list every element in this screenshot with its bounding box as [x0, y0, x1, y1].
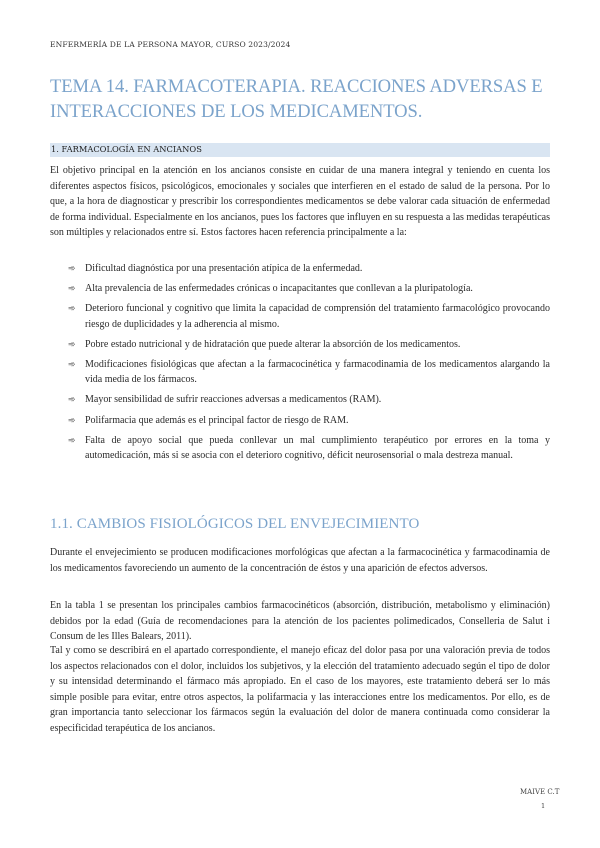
arrow-bullet-icon: ➾ — [68, 263, 76, 273]
arrow-bullet-icon: ➾ — [68, 303, 76, 314]
subsection-heading: 1.1. CAMBIOS FISIOLÓGICOS DEL ENVEJECIMIENTO — [50, 516, 420, 532]
section-heading: 1. FARMACOLOGÍA EN ANCIANOS — [51, 144, 202, 154]
arrow-bullet-icon: ➾ — [68, 358, 76, 369]
footer-author: MAIVE C.T — [520, 788, 560, 796]
factors-list — [50, 261, 550, 468]
document-title: TEMA 14. FARMACOTERAPIA. REACCIONES ADVERSAS E INTERACCIONES DE LOS MEDICAMENTOS. — [50, 76, 543, 122]
envejecimiento-paragraph-1: Durante el envejecimiento se producen modificaciones morfológicas que afectan a la farmacocinética y farmacodinamia de los medicamentos favoreciendo un aumento de la concentración de éstos y una aparición de efectos adversos. — [50, 547, 550, 574]
page-number: 1 — [541, 802, 546, 810]
intro-paragraph: El objetivo principal en la atención en los ancianos consiste en cuidar de una manera integral y teniendo en cuenta los diferentes aspectos físicos, psicológicos, emocionales y sociales que interfieren en el estado de salud de la persona. Por lo que, a la hora de diagnosticar y prescribir los correspondientes medicamentos se debe valorar cada situación de enfermedad de forma individual. Especialmente en los ancianos, pues los factores que influyen en su respuesta a las medidas terapéuticas son múltiples y relacionados entre sí. Estos factores hacen referencia principalmente a la: — [50, 165, 550, 238]
list-item: ➾ Mayor sensibilidad de sufrir reacciones adversas a medicamentos (RAM). — [50, 392, 550, 408]
arrow-bullet-icon: ➾ — [68, 338, 76, 349]
list-item: ➾ Dificultad diagnóstica por una presentación atípica de la enfermedad. — [50, 261, 550, 277]
arrow-bullet-icon: ➾ — [68, 283, 76, 294]
list-item: ➾ Alta prevalencia de las enfermedades crónicas o incapacitantes que conllevan a la pluripatología. — [50, 281, 550, 297]
arrow-bullet-icon: ➾ — [68, 434, 76, 445]
envejecimiento-paragraph-3: Tal y como se describirá en el apartado correspondiente, el manejo eficaz del dolor pasa por una valoración previa de todos los aspectos relacionados con el dolor, incluidos los subjetivos, y la elección del tratamiento adecuado según el tipo de dolor y su intensidad determinando el fármaco más apropiado. En el caso de los mayores, este tratamiento deberá ser lo más simple posible para evitar, entre otros aspectos, la polifarmacia y las interacciones entre los medicamentos. Por ello, es de gran importancia tanto seleccionar los fármacos según la evaluación del dolor de manera continuada como considerar la especificidad terapéutica de los ancianos. — [50, 645, 550, 734]
list-item: ➾ Pobre estado nutricional y de hidratación que puede alterar la absorción de los medicamentos. — [50, 337, 550, 353]
envejecimiento-paragraph-2: En la tabla 1 se presentan los principales cambios farmacocinéticos (absorción, distribución, metabolismo y eliminación) debidos por la edad (Guía de recomendaciones para la atención de los pacientes polimedicados, Conselleria de Salut i Consum de les Illes Balears, 2011). — [50, 600, 550, 642]
list-item: ➾ Falta de apoyo social que pueda conllevar un mal cumplimiento terapéutico por errores en la toma y automedicación, más si se asocia con el deterioro cognitivo, déficit neurosensorial o mala destreza manual. — [68, 434, 550, 462]
list-item: ➾ Modificaciones fisiológicas que afectan a la farmacocinética y farmacodinamia de los medicamentos alargando la vida media de los fármacos. — [68, 358, 550, 386]
list-item: ➾ Deterioro funcional y cognitivo que limita la capacidad de comprensión del tratamiento farmacológico provocando riesgo de duplicidades y la adherencia al mismo. — [68, 303, 550, 330]
running-header: ENFERMERÍA DE LA PERSONA MAYOR, CURSO 2023/2024 — [50, 40, 291, 49]
arrow-bullet-icon: ➾ — [68, 414, 76, 425]
list-item: ➾ Polifarmacia que además es el principal factor de riesgo de RAM. — [50, 413, 550, 429]
arrow-bullet-icon: ➾ — [68, 394, 76, 405]
